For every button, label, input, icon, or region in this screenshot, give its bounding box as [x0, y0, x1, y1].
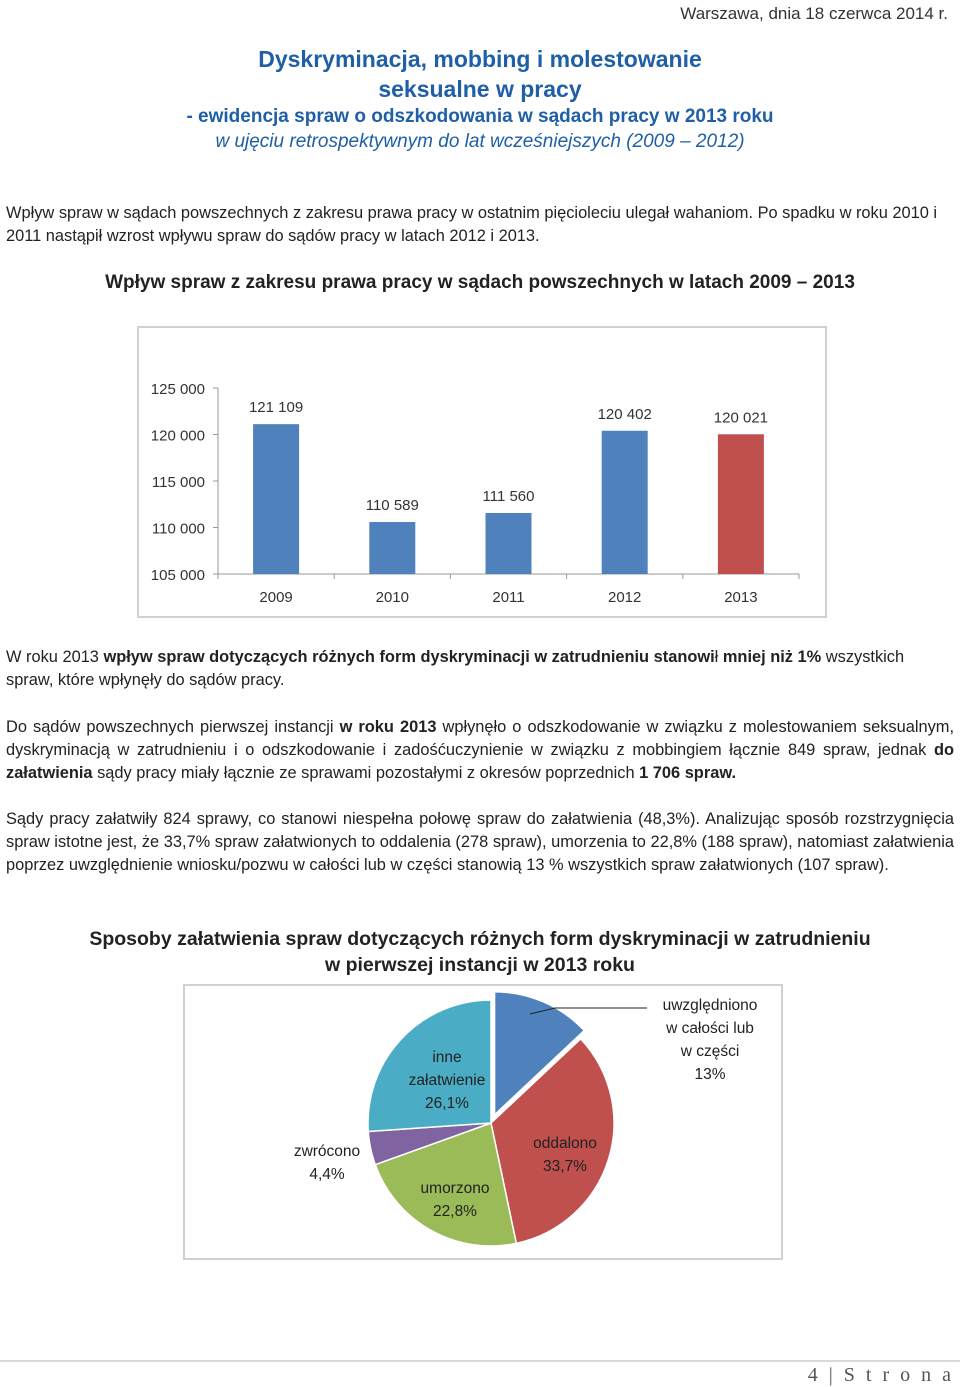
paragraph-share-text-3: wszystkich spraw, które wpłynęły do sądów pracy. — [6, 648, 905, 689]
pie-label-line: uwzględniono — [662, 997, 758, 1014]
bar-chart-svg — [139, 328, 825, 616]
pie-label-line: oddalono — [533, 1135, 597, 1152]
pie-chart-title-line-2: w pierwszej instancji w 2013 roku — [325, 954, 635, 976]
x-tick-label: 2011 — [492, 589, 525, 606]
paragraph-share-bold-2: mniej niż 1% — [722, 648, 822, 666]
x-tick-label: 2010 — [375, 589, 409, 606]
paragraph-cases-bold-2: do załatwienia — [6, 741, 954, 782]
pie-chart — [183, 984, 783, 1260]
pie-chart-title-line-1: Sposoby załatwienia spraw dotyczących różnych form dyskryminacji w zatrudnieniu — [89, 928, 871, 950]
pie-label-line: 26,1% — [425, 1095, 469, 1112]
intro-paragraph: Wpływ spraw w sądach powszechnych z zakresu prawa pracy w ostatnim pięcioleciu ulegał wahaniom. Po spadku w roku 2010 i 2011 nastąpił wzrost wpływu spraw do sądów pracy w latach 2012 i 2013. — [6, 204, 938, 245]
pie-label-line: 22,8% — [433, 1203, 477, 1220]
footer-divider — [0, 1360, 960, 1362]
bar-value-label: 121 109 — [248, 399, 304, 417]
paragraph-cases-bold-1: w roku 2013 — [339, 718, 437, 736]
paragraph-share-bold-1: wpływ spraw dotyczących różnych form dyskryminacji w zatrudnieniu stanowi — [103, 648, 715, 666]
paragraph-cases — [6, 716, 954, 785]
paragraph-cases-bold-3: 1 706 spraw. — [639, 764, 737, 782]
bar-2009 — [253, 424, 299, 574]
document-date: Warszawa, dnia 18 czerwca 2014 r. — [680, 4, 948, 23]
subtitle-italic: w ujęciu retrospektywnym do lat wcześniejszych (2009 – 2012) — [215, 131, 745, 152]
bar-value-label: 111 560 — [482, 487, 535, 505]
y-tick-label: 105 000 — [150, 567, 205, 584]
bar-chart-title: Wpływ spraw z zakresu prawa pracy w sądach powszechnych w latach 2009 – 2013 — [105, 272, 855, 293]
pie-label-line: umorzono — [420, 1180, 490, 1197]
x-tick-label: 2013 — [724, 589, 758, 606]
bar-2012 — [602, 431, 648, 574]
pie-label-line: w części — [680, 1043, 740, 1060]
pie-slice-label — [294, 1143, 360, 1183]
paragraph-cases-text-2: wpłynęło o odszkodowanie w związku z molestowaniem seksualnym, dyskryminacją w zatrudnieniu i o odszkodowanie i zadośćuczynienie w związku z mobbingiem łącznie 849 spraw, jednak — [6, 718, 954, 759]
paragraph-resolutions: Sądy pracy załatwiły 824 sprawy, co stanowi niespełna połowę spraw do załatwienia (48,3%). Analizując sposób rozstrzygnięcia spraw istotne jest, że 33,7% spraw załatwionych to oddalenia (278 spraw), umorzenia to 22,8% (188 spraw), natomiast załatwienia poprzez uwzględnienie wniosku/pozwu w całości lub w części stanowią 13 % wszystkich spraw załatwionych (107 spraw). — [6, 810, 954, 874]
x-tick-label: 2009 — [259, 589, 293, 606]
pie-label-line: inne — [432, 1049, 462, 1066]
pie-label-line: zwrócono — [293, 1143, 361, 1160]
subtitle: - ewidencja spraw o odszkodowania w sądach pracy w 2013 roku — [186, 106, 774, 127]
paragraph-share-text-2: ł — [714, 648, 723, 666]
pie-label-line: w całości lub — [666, 1020, 754, 1037]
title-line-2: seksualne w pracy — [378, 76, 582, 102]
bar-2011 — [486, 513, 532, 574]
title-line-1: Dyskryminacja, mobbing i molestowanie — [258, 46, 702, 72]
y-tick-label: 110 000 — [151, 520, 205, 538]
bar-2010 — [369, 522, 415, 574]
document-title — [160, 44, 800, 154]
pie-label-line: 33,7% — [543, 1158, 587, 1175]
pie-label-line: załatwienie — [408, 1072, 486, 1089]
paragraph-cases-text-1: Do sądów powszechnych pierwszej instancji — [6, 718, 340, 736]
bar-value-label: 110 589 — [365, 497, 419, 515]
y-tick-label: 125 000 — [150, 381, 205, 398]
x-tick-label: 2012 — [608, 589, 642, 606]
bar-value-label: 120 402 — [597, 405, 652, 423]
bar-chart — [137, 326, 827, 618]
pie-chart-svg — [185, 986, 781, 1258]
paragraph-share-text-1: W roku 2013 — [6, 648, 104, 666]
bar-2013 — [718, 434, 764, 574]
paragraph-cases-text-3: sądy pracy miały łącznie ze sprawami pozostałymi z okresów poprzednich — [92, 764, 640, 782]
pie-label-line: 4,4% — [309, 1166, 345, 1183]
y-tick-label: 115 000 — [151, 474, 205, 491]
page-number: 4 | S t r o n a — [807, 1364, 954, 1386]
bar-value-label: 120 021 — [713, 409, 769, 427]
paragraph-share — [6, 646, 954, 692]
pie-chart-title — [80, 926, 880, 978]
y-tick-label: 120 000 — [150, 427, 205, 445]
pie-slice-label — [663, 997, 758, 1083]
pie-label-line: 13% — [694, 1066, 726, 1083]
